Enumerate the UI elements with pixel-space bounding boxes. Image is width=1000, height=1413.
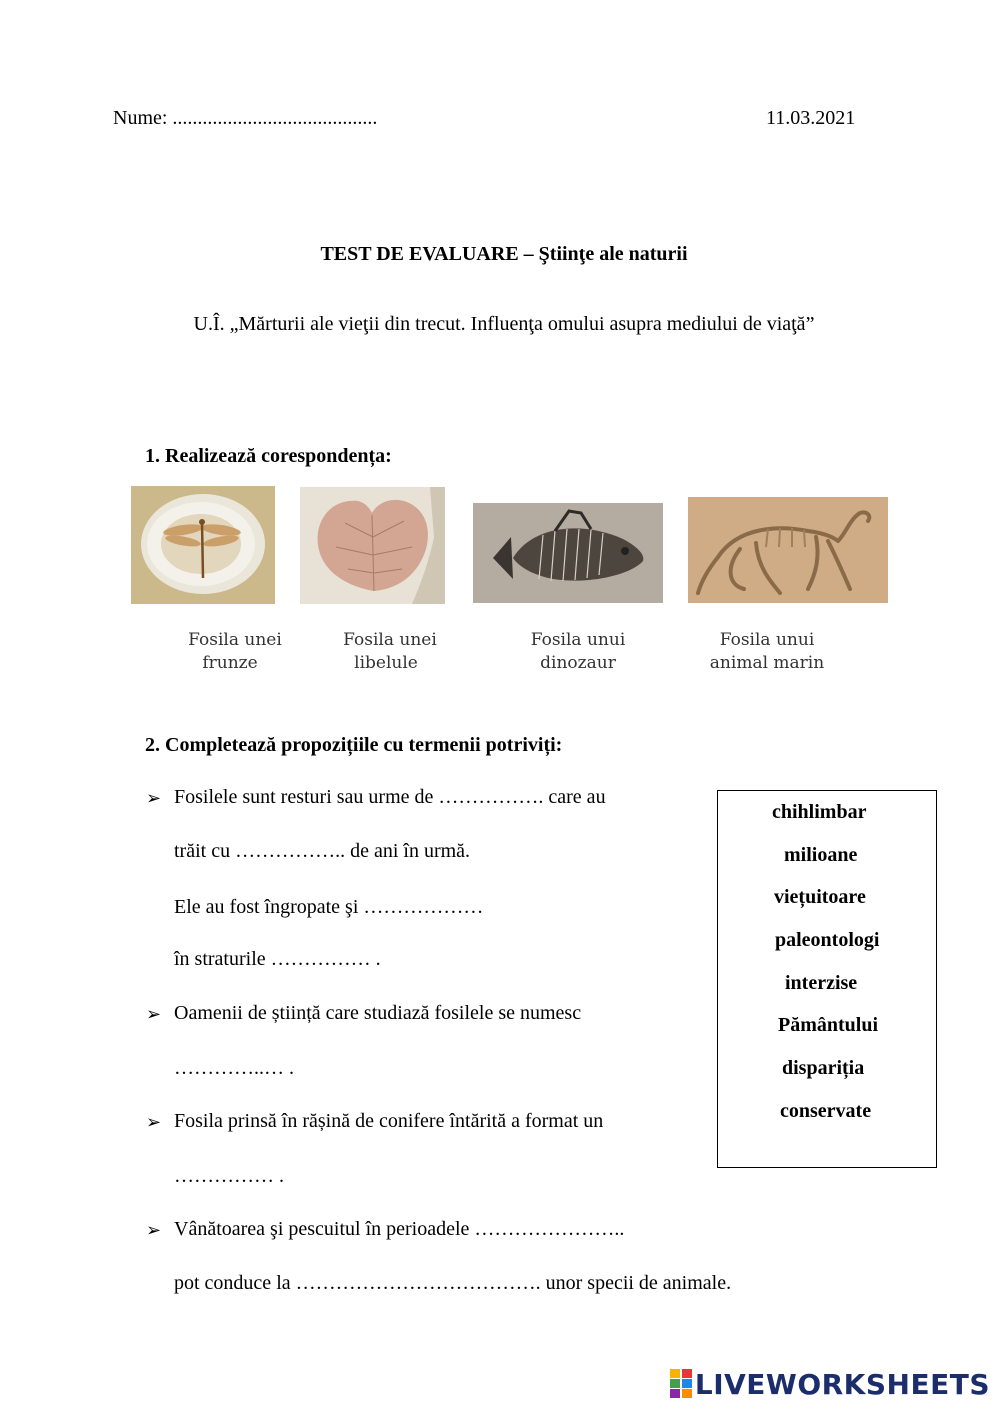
page-subtitle: U.Î. „Mărturii ale vieţii din trecut. Influenţa omului asupra mediului de viaţă”: [193, 313, 815, 335]
sentence-line: …………… .: [174, 1165, 284, 1187]
word-bank-item: viețuitoare: [774, 886, 866, 908]
date: 11.03.2021: [766, 107, 856, 129]
name-field-label: Nume: .........................................: [113, 107, 378, 129]
word-bank-item: conservate: [780, 1100, 872, 1122]
liveworksheets-logo-icon: [670, 1369, 692, 1399]
exercise-2-heading: 2. Completează propozițiile cu termenii potriviți:: [145, 734, 563, 756]
word-bank-item: interzise: [785, 972, 858, 994]
sentence-line: Fosilele sunt resturi sau urme de ……………. care au: [174, 786, 606, 808]
bullet-arrow-icon: ➢: [146, 1004, 162, 1024]
sentence-line: Oamenii de știință care studiază fosilele se numesc: [174, 1002, 582, 1024]
sentence-line: …………..… .: [174, 1057, 294, 1079]
page-title: TEST DE EVALUARE – Ştiinţe ale naturii: [320, 243, 688, 265]
sentence-line: Vânătoarea şi pescuitul în perioadele …………………..: [174, 1218, 625, 1240]
exercise-1-heading: 1. Realizează corespondența:: [145, 445, 392, 467]
caption-3: Fosila unui dinozaur: [530, 630, 626, 673]
fish-fossil-image: [473, 503, 663, 603]
dinosaur-fossil-image: [688, 497, 888, 603]
leaf-fossil-image: [300, 487, 445, 604]
bullet-arrow-icon: ➢: [146, 788, 162, 808]
caption-1: Fosila unei frunze: [188, 630, 282, 673]
word-bank-item: Pământului: [778, 1014, 879, 1036]
sentence-line: trăit cu …………….. de ani în urmă.: [174, 840, 471, 862]
sentence-line: Fosila prinsă în rășină de conifere întărită a format un: [174, 1110, 604, 1132]
liveworksheets-logo-text: LIVEWORKSHEETS: [694, 1367, 990, 1401]
caption-2: Fosila unei libelule: [343, 630, 437, 673]
liveworksheets-logo[interactable]: [670, 1367, 990, 1401]
word-bank-item: dispariția: [782, 1057, 865, 1079]
bullet-arrow-icon: ➢: [146, 1112, 162, 1132]
caption-4: Fosila unui animal marin: [709, 630, 825, 673]
word-bank-item: chihlimbar: [772, 801, 867, 823]
sentence-line: în straturile …………… .: [174, 948, 381, 970]
sentence-line: pot conduce la ………………………………. unor specii de animale.: [174, 1272, 732, 1294]
word-bank: [717, 790, 937, 1168]
bullet-arrow-icon: ➢: [146, 1220, 162, 1240]
sentence-line: Ele au fost îngropate şi ………………: [174, 896, 484, 918]
word-bank-item: milioane: [784, 844, 858, 866]
word-bank-item: paleontologi: [775, 929, 880, 951]
dragonfly-fossil-image: [131, 486, 275, 604]
